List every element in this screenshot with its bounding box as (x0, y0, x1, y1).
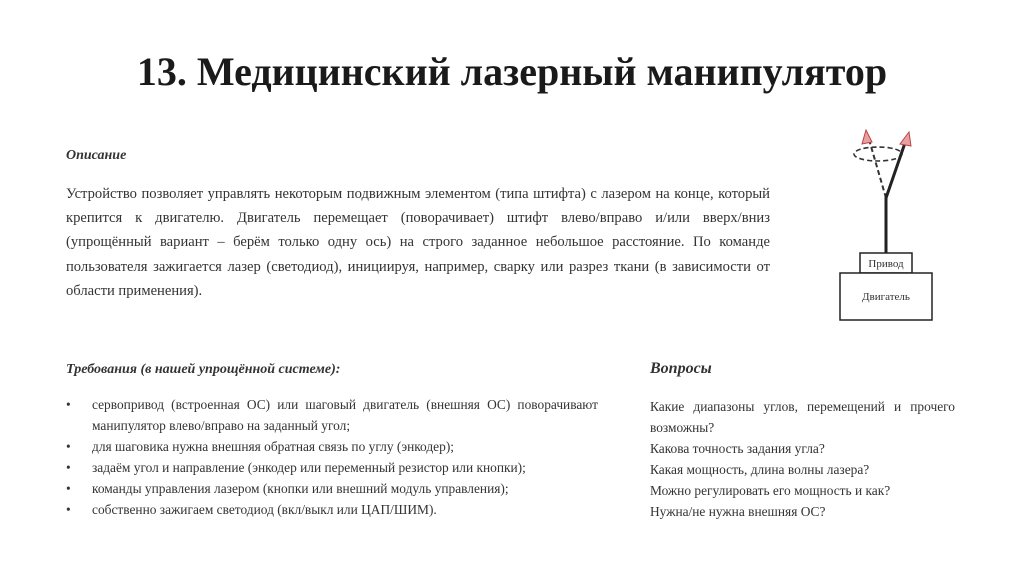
requirements-heading: Требования (в нашей упрощённой системе): (66, 362, 341, 377)
question-item: Какие диапазоны углов, перемещений и прочего возможны? (650, 399, 955, 435)
manipulator-pin (886, 140, 906, 254)
questions-list (650, 396, 955, 522)
list-item (66, 436, 598, 457)
list-item (66, 478, 598, 499)
questions-heading: Вопросы (650, 360, 712, 377)
arrow-icon (862, 130, 872, 144)
alternate-pin-line (868, 136, 886, 198)
list-item-text: сервопривод (встроенная ОС) или шаговый двигатель (внешняя ОС) поворачивают манипулятор влево/вправо на заданный угол; (92, 397, 598, 433)
question-item: Можно регулировать его мощность и как? (650, 483, 891, 498)
list-item-text: для шаговика нужна внешняя обратная связь по углу (энкодер); (92, 439, 455, 454)
requirements-list (66, 394, 598, 520)
question-item: Какова точность задания угла? (650, 441, 825, 456)
list-item (66, 457, 598, 478)
bullet-icon: • (66, 439, 71, 454)
list-item-text: задаём угол и направление (энкодер или переменный резистор или кнопки); (92, 460, 526, 475)
rotation-ellipse (854, 147, 902, 161)
bullet-icon: • (66, 397, 71, 412)
question-item: Какая мощность, длина волны лазера? (650, 462, 870, 477)
list-item-text: собственно зажигаем светодиод (вкл/выкл или ЦАП/ШИМ). (92, 502, 437, 517)
bullet-icon: • (66, 481, 71, 496)
description-heading: Описание (66, 148, 127, 163)
list-item-text: команды управления лазером (кнопки или внешний модуль управления); (92, 481, 509, 496)
description-text: Устройство позволяет управлять некоторым подвижным элементом (типа штифта) с лазером на конце, который крепится к двигателю. Двигатель перемещает (поворачивает) штифт влево/вправо и/или вверх/вниз (упрощённый вариант – берём только одну ось) на строго заданное небольшое расстояние. По команде пользователя зажигается лазер (светодиод), инициируя, например, сварку или разрез ткани (в зависимости от области применения). (66, 186, 770, 299)
bullet-icon: • (66, 460, 71, 475)
manipulator-diagram (836, 118, 948, 328)
arrow-icon (900, 132, 911, 146)
drive-label: Привод (868, 258, 904, 270)
page-title: 13. Медицинский лазерный манипулятор (136, 49, 888, 94)
motor-label: Двигатель (862, 291, 910, 303)
list-item (66, 394, 598, 436)
list-item (66, 499, 598, 520)
question-item: Нужна/не нужна внешняя ОС? (650, 504, 826, 519)
bullet-icon: • (66, 502, 71, 517)
